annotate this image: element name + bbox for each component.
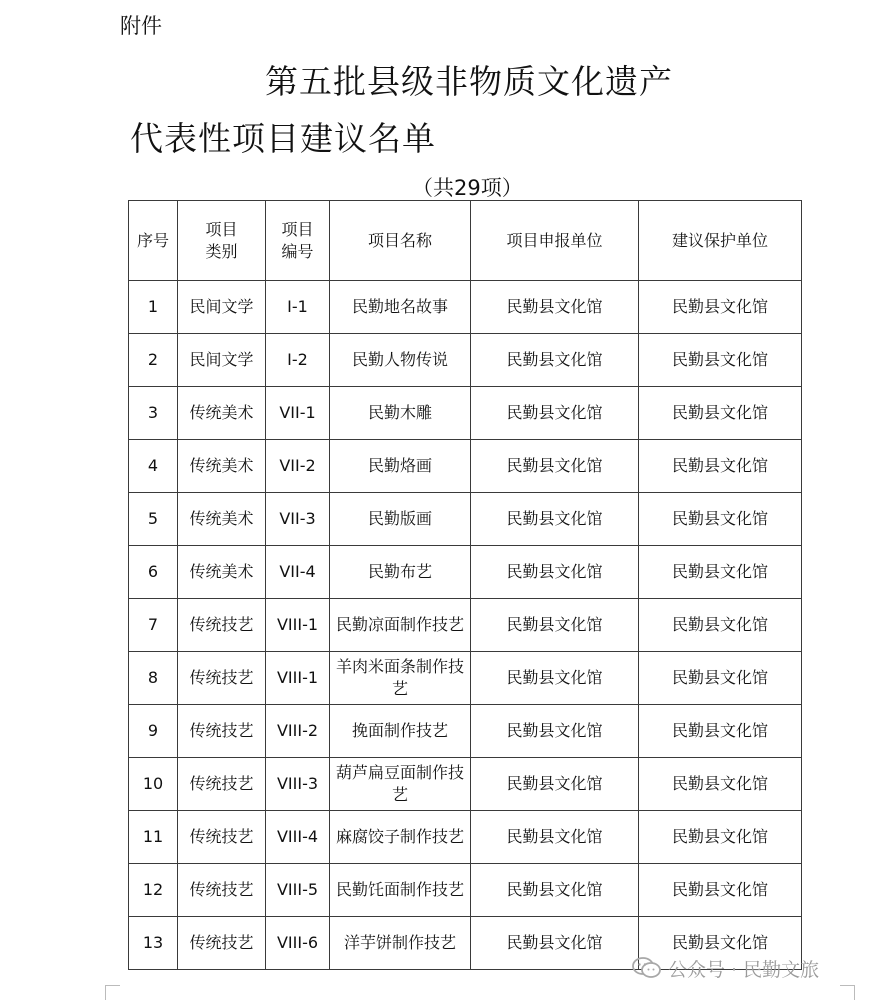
attachment-label: 附件 — [120, 14, 162, 38]
row-number-cell: 4 — [129, 440, 178, 493]
project-category-cell: 民间文学 — [178, 334, 266, 387]
project-category-cell: 民间文学 — [178, 281, 266, 334]
project-code-cell: VII-3 — [266, 493, 330, 546]
project-code-cell: VII-4 — [266, 546, 330, 599]
applicant-unit-cell: 民勤县文化馆 — [471, 917, 639, 970]
project-code-cell: VIII-2 — [266, 705, 330, 758]
table-row — [129, 758, 802, 811]
project-code-cell: VIII-1 — [266, 599, 330, 652]
protection-unit-cell: 民勤县文化馆 — [639, 546, 802, 599]
applicant-unit-cell: 民勤县文化馆 — [471, 758, 639, 811]
row-number-cell: 6 — [129, 546, 178, 599]
project-name-cell: 麻腐饺子制作技艺 — [330, 811, 471, 864]
applicant-unit-cell: 民勤县文化馆 — [471, 705, 639, 758]
protection-unit-cell: 民勤县文化馆 — [639, 334, 802, 387]
project-name-cell: 民勤布艺 — [330, 546, 471, 599]
project-code-cell: VIII-1 — [266, 652, 330, 705]
table-header-row — [129, 201, 802, 281]
applicant-unit-cell: 民勤县文化馆 — [471, 546, 639, 599]
project-name-cell: 羊肉米面条制作技艺 — [330, 652, 471, 705]
protection-unit-cell: 民勤县文化馆 — [639, 387, 802, 440]
protection-unit-cell: 民勤县文化馆 — [639, 493, 802, 546]
project-code-cell: I-1 — [266, 281, 330, 334]
applicant-unit-cell: 民勤县文化馆 — [471, 281, 639, 334]
project-name-cell: 民勤烙画 — [330, 440, 471, 493]
project-category-cell: 传统技艺 — [178, 652, 266, 705]
table-row — [129, 811, 802, 864]
project-name-cell: 民勤木雕 — [330, 387, 471, 440]
header-cell: 建议保护单位 — [639, 201, 802, 281]
page-corner-mark — [105, 985, 120, 1000]
table-row — [129, 864, 802, 917]
header-cell: 项目 编号 — [266, 201, 330, 281]
project-code-cell: VII-2 — [266, 440, 330, 493]
row-number-cell: 8 — [129, 652, 178, 705]
header-cell: 项目 类别 — [178, 201, 266, 281]
project-category-cell: 传统美术 — [178, 387, 266, 440]
header-cell: 序号 — [129, 201, 178, 281]
protection-unit-cell: 民勤县文化馆 — [639, 811, 802, 864]
protection-unit-cell: 民勤县文化馆 — [639, 917, 802, 970]
project-category-cell: 传统技艺 — [178, 917, 266, 970]
row-number-cell: 3 — [129, 387, 178, 440]
project-name-cell: 挽面制作技艺 — [330, 705, 471, 758]
project-category-cell: 传统美术 — [178, 440, 266, 493]
wechat-icon — [632, 956, 662, 980]
project-category-cell: 传统技艺 — [178, 811, 266, 864]
protection-unit-cell: 民勤县文化馆 — [639, 599, 802, 652]
project-name-cell: 民勤地名故事 — [330, 281, 471, 334]
row-number-cell: 11 — [129, 811, 178, 864]
project-code-cell: VIII-6 — [266, 917, 330, 970]
page-corner-mark — [840, 985, 855, 1000]
protection-unit-cell: 民勤县文化馆 — [639, 281, 802, 334]
document-title-line2: 代表性项目建议名单 — [130, 119, 436, 158]
table-row — [129, 546, 802, 599]
row-number-cell: 2 — [129, 334, 178, 387]
applicant-unit-cell: 民勤县文化馆 — [471, 493, 639, 546]
applicant-unit-cell: 民勤县文化馆 — [471, 440, 639, 493]
applicant-unit-cell: 民勤县文化馆 — [471, 864, 639, 917]
protection-unit-cell: 民勤县文化馆 — [639, 758, 802, 811]
table-row — [129, 440, 802, 493]
project-name-cell: 葫芦扁豆面制作技艺 — [330, 758, 471, 811]
protection-unit-cell: 民勤县文化馆 — [639, 705, 802, 758]
row-number-cell: 13 — [129, 917, 178, 970]
project-list-table — [128, 200, 802, 970]
protection-unit-cell: 民勤县文化馆 — [639, 864, 802, 917]
project-code-cell: VIII-4 — [266, 811, 330, 864]
table-row — [129, 281, 802, 334]
project-code-cell: VII-1 — [266, 387, 330, 440]
table-row — [129, 599, 802, 652]
protection-unit-cell: 民勤县文化馆 — [639, 440, 802, 493]
watermark — [632, 953, 819, 983]
project-name-cell: 民勤凉面制作技艺 — [330, 599, 471, 652]
project-code-cell: VIII-5 — [266, 864, 330, 917]
project-category-cell: 传统技艺 — [178, 599, 266, 652]
table-row — [129, 705, 802, 758]
project-category-cell: 传统技艺 — [178, 705, 266, 758]
row-number-cell: 12 — [129, 864, 178, 917]
document-title-line1: 第五批县级非物质文化遗产 — [265, 62, 673, 101]
table-row — [129, 493, 802, 546]
item-count: （共29项） — [412, 176, 523, 200]
table-row — [129, 652, 802, 705]
row-number-cell: 10 — [129, 758, 178, 811]
project-category-cell: 传统美术 — [178, 493, 266, 546]
applicant-unit-cell: 民勤县文化馆 — [471, 652, 639, 705]
project-code-cell: VIII-3 — [266, 758, 330, 811]
header-cell: 项目名称 — [330, 201, 471, 281]
applicant-unit-cell: 民勤县文化馆 — [471, 334, 639, 387]
project-category-cell: 传统技艺 — [178, 758, 266, 811]
row-number-cell: 7 — [129, 599, 178, 652]
watermark-text: 公众号 · 民勤文旅 — [668, 958, 820, 981]
header-cell: 项目申报单位 — [471, 201, 639, 281]
table-row — [129, 387, 802, 440]
applicant-unit-cell: 民勤县文化馆 — [471, 811, 639, 864]
protection-unit-cell: 民勤县文化馆 — [639, 652, 802, 705]
row-number-cell: 9 — [129, 705, 178, 758]
table-body — [129, 281, 802, 970]
row-number-cell: 1 — [129, 281, 178, 334]
project-code-cell: I-2 — [266, 334, 330, 387]
project-name-cell: 民勤人物传说 — [330, 334, 471, 387]
table-row — [129, 334, 802, 387]
row-number-cell: 5 — [129, 493, 178, 546]
project-name-cell: 民勤版画 — [330, 493, 471, 546]
applicant-unit-cell: 民勤县文化馆 — [471, 387, 639, 440]
project-name-cell: 洋芋饼制作技艺 — [330, 917, 471, 970]
project-category-cell: 传统美术 — [178, 546, 266, 599]
project-category-cell: 传统技艺 — [178, 864, 266, 917]
project-name-cell: 民勤饦面制作技艺 — [330, 864, 471, 917]
applicant-unit-cell: 民勤县文化馆 — [471, 599, 639, 652]
